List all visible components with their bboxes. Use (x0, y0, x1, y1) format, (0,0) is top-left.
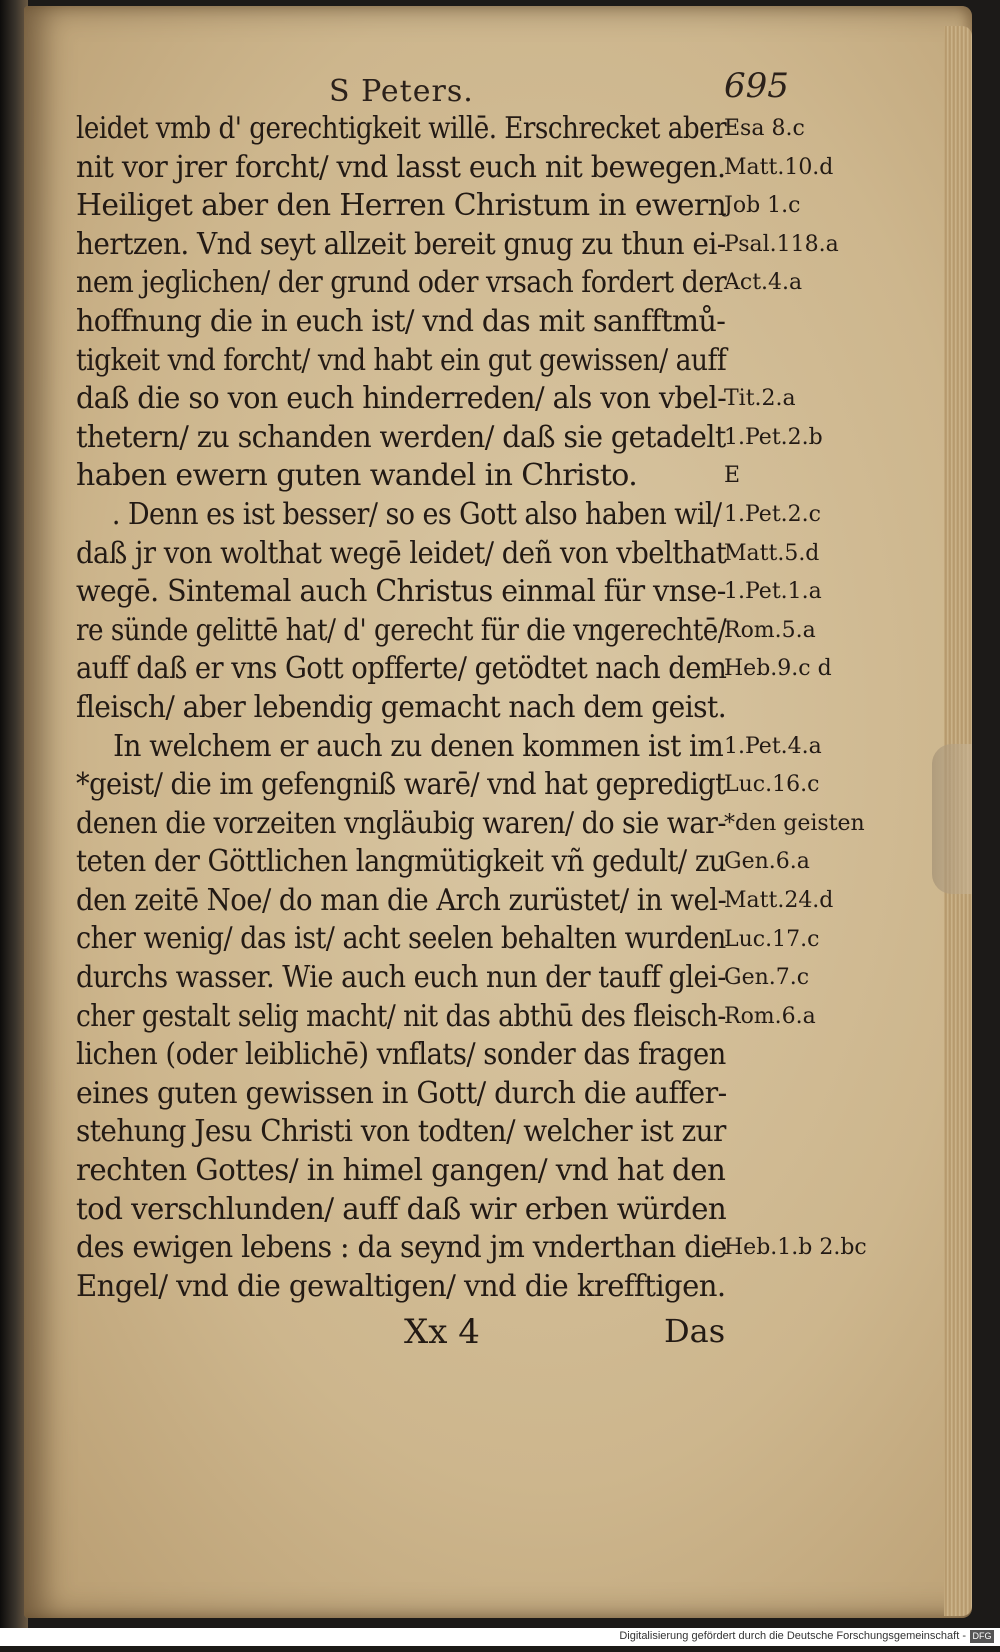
margin-reference: Heb.1.b 2.bc (724, 1235, 867, 1261)
text-line: Heiliget aber den Herren Christum in ewern (76, 188, 727, 224)
margin-reference: Gen.7.c (724, 965, 810, 991)
main-text-block (76, 110, 726, 1306)
text-line: tigkeit vnd forcht/ vnd habt ein gut gewissen/ auff (76, 342, 727, 378)
text-line: Engel/ vnd die gewaltigen/ vnd die krefftigen. (76, 1268, 726, 1304)
text-line: lichen (oder leiblichē) vnflats/ sonder das fragen (76, 1037, 726, 1073)
text-line: denen die vorzeiten vngläubig waren/ do sie war- (76, 805, 726, 841)
margin-reference: 1.Pet.2.c (724, 502, 821, 527)
text-line: eines guten gewissen in Gott/ durch die auffer- (76, 1075, 727, 1111)
margin-reference: Rom.6.a (724, 1003, 816, 1029)
margin-reference: Tit.2.a (724, 386, 796, 412)
margin-reference: *den geisten (724, 810, 865, 836)
text-line: des ewigen lebens : da seynd jm vnderthan die (76, 1230, 727, 1266)
margin-reference: Esa 8.c (724, 116, 805, 141)
page-footer (24, 1312, 972, 1362)
text-line: haben ewern guten wandel in Christo. (76, 458, 638, 494)
text-line: teten der Göttlichen langmütigkeit vñ gedult/ zu (76, 844, 726, 880)
margin-reference: Psal.118.a (724, 231, 839, 257)
margin-references (724, 6, 884, 1652)
margin-reference: Matt.5.d (724, 540, 820, 566)
text-line: *geist/ die im gefengniß warē/ vnd hat gepredigt (76, 767, 726, 803)
text-line: hoffnung die in euch ist/ vnd das mit sanfftmů- (76, 303, 726, 339)
text-line: re sünde gelittē hat/ d' gerecht für die vngerechtē/ (76, 612, 727, 648)
text-line: In welchem er auch zu denen kommen ist im (113, 728, 724, 764)
margin-reference: Luc.16.c (724, 772, 820, 798)
margin-reference: Luc.17.c (724, 926, 820, 952)
signature-mark: Xx 4 (404, 1312, 480, 1352)
text-line: auff daß er vns Gott opfferte/ getödtet nach dem (76, 651, 727, 687)
margin-reference: 1.Pet.1.a (724, 579, 822, 605)
margin-reference: 1.Pet.2.b (724, 424, 823, 450)
text-line: daß jr von wolthat wegē leidet/ deñ von vbelthat (76, 535, 727, 571)
margin-reference: Gen.6.a (724, 849, 810, 875)
text-line: nit vor jrer forcht/ vnd lasst euch nit bewegen. (76, 149, 726, 185)
catchword: Das (664, 1312, 726, 1350)
folio-number: 695 (724, 66, 789, 106)
margin-reference: E (724, 463, 741, 489)
text-line: fleisch/ aber lebendig gemacht nach dem geist. (76, 689, 727, 725)
dfg-credit-text: Digitalisierung gefördert durch die Deutsche Forschungsgemeinschaft - (619, 1630, 966, 1642)
text-line: cher wenig/ das ist/ acht seelen behalten wurden (76, 921, 726, 957)
margin-reference: Rom.5.a (724, 617, 816, 643)
margin-reference: Matt.10.d (724, 154, 834, 180)
margin-reference: Act.4.a (724, 270, 803, 296)
text-line: rechten Gottes/ in himel gangen/ vnd hat den (76, 1153, 726, 1189)
text-line: daß die so von euch hinderreden/ als von vbel- (76, 381, 727, 417)
text-line: leidet vmb d' gerechtigkeit willē. Erschrecket aber (76, 111, 727, 146)
book-page (24, 6, 972, 1618)
text-line: . Denn es ist besser/ so es Gott also haben wil/ (111, 496, 722, 532)
running-head: S Peters. (329, 74, 474, 109)
margin-reference: Heb.9.c d (724, 656, 832, 682)
text-line: stehung Jesu Christi von todten/ welcher ist zur (76, 1114, 726, 1150)
text-line: den zeitē Noe/ do man die Arch zurüstet/ in wel- (76, 882, 727, 918)
text-line: hertzen. Vnd seyt allzeit bereit gnug zu thun ei- (76, 226, 726, 262)
page-tab-shadow (932, 744, 972, 894)
text-line: wegē. Sintemal auch Christus einmal für vnse- (76, 574, 726, 610)
text-line: cher gestalt selig macht/ nit das abthū des fleisch- (76, 998, 726, 1034)
dfg-logo: DFG (970, 1630, 994, 1643)
text-line: nem jeglichen/ der grund oder vrsach fordert der (76, 265, 727, 301)
text-line: thetern/ zu schanden werden/ daß sie getadelt (76, 419, 726, 455)
margin-reference: 1.Pet.4.a (724, 733, 822, 759)
margin-reference: Job 1.c (724, 193, 801, 219)
text-line: durchs wasser. Wie auch euch nun der tauff glei- (76, 960, 726, 996)
margin-reference: Matt.24.d (724, 888, 834, 913)
text-line: tod verschlunden/ auff daß wir erben würden (76, 1191, 727, 1227)
